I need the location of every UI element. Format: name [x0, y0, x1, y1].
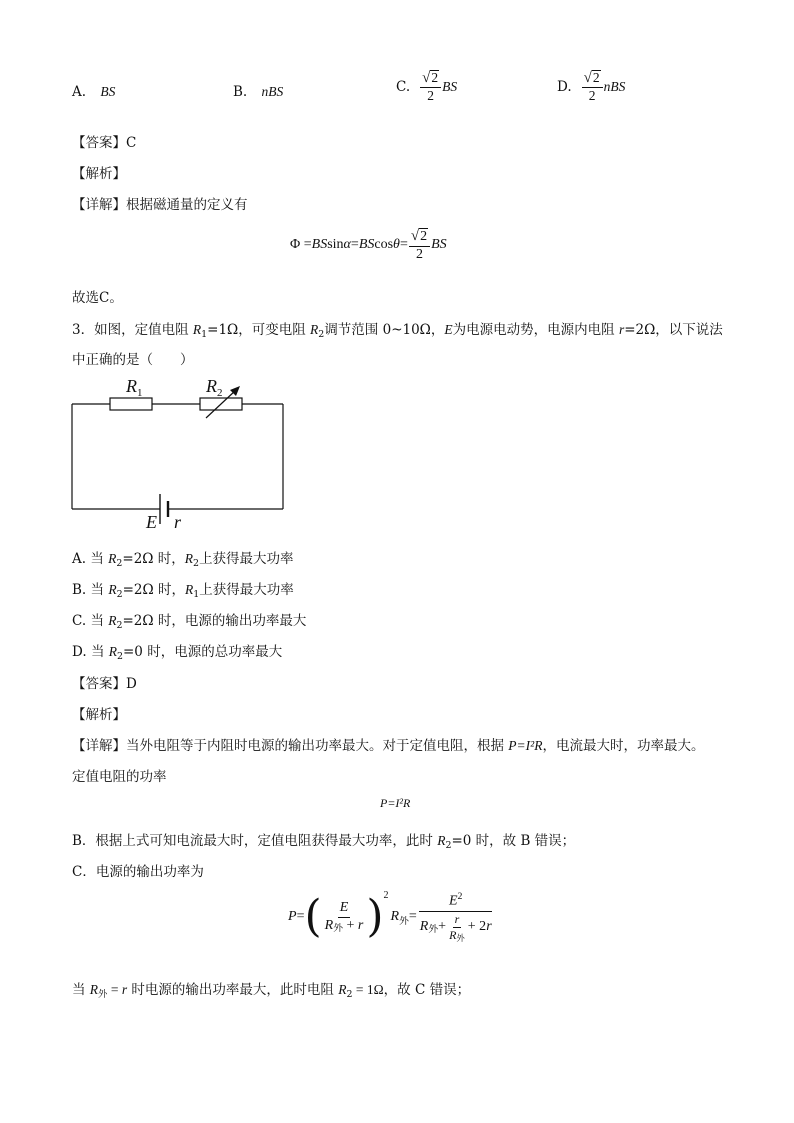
option-text: 电源的输出功率最大: [184, 613, 307, 629]
var-sub: 1: [193, 588, 200, 600]
q3-option-d: [72, 640, 282, 660]
q3-answer: 【答案】D: [72, 676, 137, 692]
var-sub: 外: [399, 915, 409, 927]
fraction-num: 2: [420, 229, 428, 244]
q3-option-c: [72, 609, 306, 629]
var-sub: 2: [116, 557, 123, 569]
line-text: 时电源的输出功率最大，此时电阻: [127, 982, 339, 998]
option-letter: C.: [72, 613, 87, 629]
q2-conclusion: 故选C。: [72, 290, 123, 306]
detail-text: ，电流最大时，功率最大。: [542, 738, 705, 754]
q2-option-d: [557, 70, 625, 103]
var-r-small: r: [486, 919, 492, 935]
var-sub: 1: [201, 328, 208, 340]
var-r: R: [419, 919, 429, 935]
var-sub: 外: [456, 934, 465, 944]
var-sub: 2: [193, 557, 200, 569]
formula-plus: +: [343, 917, 358, 933]
q3-analysis: 【解析】: [72, 707, 126, 723]
var-sub: 2: [116, 588, 123, 600]
q3-line-power: 定值电阻的功率: [72, 769, 167, 785]
option-text: 上获得最大功率: [199, 582, 294, 598]
formula-eq: =: [296, 909, 305, 924]
formula-bs: BS: [431, 237, 447, 253]
formula-eq: =: [107, 982, 122, 997]
var-r: R: [184, 551, 194, 566]
option-letter: C.: [396, 78, 411, 95]
formula-eq: =: [350, 237, 359, 253]
formula-sin: sin: [327, 237, 344, 253]
var-r: R: [449, 927, 457, 942]
var-sub: 外: [428, 924, 439, 936]
var-sub: 2: [116, 650, 123, 662]
stem-text: =1Ω，可变电阻: [207, 322, 311, 338]
var-sub: 外: [98, 988, 108, 1000]
var-r: R: [324, 917, 334, 933]
q3-line-b: [72, 829, 575, 849]
paren-left-icon: (: [304, 891, 322, 942]
q2-formula: [290, 228, 447, 263]
q2-option-a: [72, 84, 115, 100]
q3-stem-line1: [72, 318, 723, 338]
fraction: [418, 891, 494, 944]
formula-alpha: α: [343, 237, 351, 253]
fraction: [323, 901, 366, 933]
label-r1: $R_1$: [126, 376, 143, 399]
q3-detail: [72, 734, 704, 754]
var-sub: 2: [318, 328, 325, 340]
option-letter: B.: [72, 582, 87, 598]
option-text: nBS: [261, 84, 284, 99]
inline-formula: P=I²R: [508, 738, 543, 753]
option-letter: A.: [72, 551, 87, 567]
option-text: 上获得最大功率: [199, 551, 294, 567]
line-text: =0 时，故 B 错误；: [451, 833, 576, 849]
stem-text: 调节范围 0~10Ω，: [324, 322, 445, 338]
var-e: E: [444, 322, 453, 337]
option-text: =2Ω 时，: [122, 582, 185, 598]
option-text: =0 时，: [123, 644, 175, 660]
formula-theta: θ: [393, 237, 400, 253]
var-r: R: [108, 644, 117, 659]
formula-eq: =: [408, 909, 417, 924]
stem-text: 3．如图，定值电阻: [72, 322, 193, 338]
option-text: =2Ω 时，: [122, 551, 185, 567]
q3-line-c: C．电源的输出功率为: [72, 864, 204, 880]
stem-text: =2Ω，以下说法: [624, 322, 723, 338]
paren-right-icon: ): [366, 891, 384, 942]
formula-plus: +: [438, 919, 447, 935]
option-letter: B.: [233, 84, 248, 100]
q3-last-line: [72, 978, 470, 998]
option-letter: A.: [72, 84, 87, 100]
q3-option-b: [72, 578, 294, 598]
var-e: E: [448, 893, 458, 909]
var-sub: 2: [346, 988, 353, 1000]
q3-formula-center: P=I²R: [380, 796, 411, 810]
option-text: 当: [90, 613, 109, 629]
option-text: BS: [100, 84, 116, 99]
option-text: 当: [90, 582, 109, 598]
var-r: R: [192, 322, 202, 337]
formula-cos: cos: [374, 237, 394, 253]
var-r: R: [390, 909, 400, 924]
formula-bs: BS: [358, 237, 375, 253]
fraction-den: 2: [415, 247, 423, 263]
inner-fraction: [447, 912, 467, 944]
q2-detail: 【详解】根据磁通量的定义有: [72, 197, 248, 213]
var-r: R: [338, 982, 347, 997]
formula-square: 2: [457, 891, 463, 903]
option-text: BS: [442, 78, 458, 94]
option-text: 电源的总功率最大: [174, 644, 283, 660]
line-text: B．根据上式可知电流最大时，定值电阻获得最大功率，此时: [72, 833, 438, 849]
line-text: ，故 C 错误；: [383, 982, 471, 998]
label-e: E: [146, 512, 157, 532]
formula-square: 2: [383, 889, 389, 901]
line-text: 当: [72, 982, 90, 998]
detail-text: 【详解】当外电阻等于内阻时电源的输出功率最大。对于定值电阻，根据: [72, 738, 509, 754]
fraction-num: r: [454, 912, 460, 927]
fraction-den: 2: [588, 87, 596, 103]
label-r: r: [174, 512, 182, 532]
formula-eq: =: [399, 237, 408, 253]
var-sub: 2: [445, 839, 452, 851]
option-letter: D.: [557, 78, 572, 95]
var-r: R: [89, 982, 99, 997]
var-r-small: r: [357, 917, 364, 933]
var-r: R: [184, 582, 194, 597]
var-r-small: r: [121, 982, 128, 997]
var-r-small: r: [618, 322, 625, 337]
formula-plus: + 2: [467, 919, 487, 935]
option-text: 当: [90, 644, 109, 660]
formula-lhs: Φ =: [290, 237, 312, 253]
var-sub: 外: [333, 923, 343, 935]
option-text: nBS: [603, 78, 626, 94]
var-r: R: [108, 582, 117, 597]
fraction-den: 2: [427, 87, 434, 103]
option-letter: D.: [72, 644, 87, 660]
var-r: R: [437, 833, 446, 848]
option-text: 当: [90, 551, 109, 567]
resistor-r1: [110, 398, 152, 410]
formula-value: = 1Ω: [352, 982, 384, 997]
label-r2: $R_2$: [206, 376, 223, 399]
q3-stem-line2: 中正确的是（ ）: [72, 352, 194, 368]
q2-answer: 【答案】C: [72, 135, 137, 151]
option-text: =2Ω 时，: [122, 613, 185, 629]
fraction: √ 2 2: [582, 70, 603, 103]
q3-option-a: [72, 547, 294, 567]
fraction-num: 2: [592, 70, 600, 85]
q2-analysis: 【解析】: [72, 166, 126, 182]
var-sub: 2: [116, 619, 123, 631]
q2-option-b: [233, 84, 283, 100]
stem-text: 为电源电动势，电源内电阻: [452, 322, 619, 338]
var-r: R: [108, 551, 117, 566]
fraction: √ 2 2: [420, 70, 441, 103]
formula-bs: BS: [311, 237, 328, 253]
formula-p: P: [288, 909, 297, 924]
var-r: R: [108, 613, 117, 628]
fraction: √ 2 2: [409, 228, 430, 263]
circuit-diagram: [60, 372, 300, 534]
var-r: R: [310, 322, 319, 337]
fraction-num: 2: [431, 70, 439, 85]
q2-option-c: [396, 70, 457, 103]
fraction-num: E: [338, 901, 351, 918]
q3-big-formula: [288, 882, 495, 952]
